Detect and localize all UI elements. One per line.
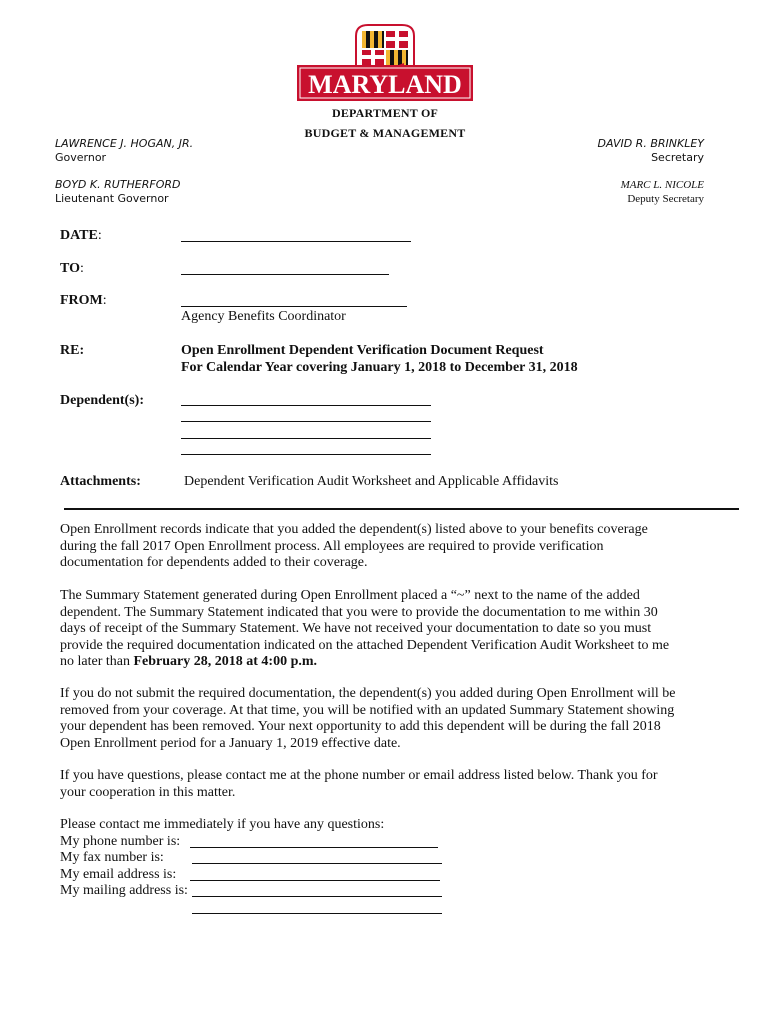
attachments-value: Dependent Verification Audit Worksheet and Applicable Affidavits [184,474,559,489]
date-field[interactable] [181,229,411,242]
divider [64,508,739,510]
contact-intro: Please contact me immediately if you have any questions: [60,817,385,832]
date-label: DATE: [60,228,102,243]
paragraph-4: If you have questions, please contact me at the phone number or email address listed below. Thank you for your cooperation in this matter. [60,768,658,800]
governor-block [55,137,193,165]
governor-name: LAWRENCE J. HOGAN, JR. [55,137,194,150]
mailing-field-1[interactable] [192,884,442,897]
lt-governor-title: Lieutenant Governor [55,192,169,205]
from-field[interactable] [181,294,407,307]
email-label: My email address is: [60,867,177,882]
paragraph-2-text: The Summary Statement generated during Open Enrollment placed a “~” next to the name of the added dependent. The Summary Statement indicated that you were to provide the documentation to me within 30 days of receipt of the Summary Statement. We have not received your documentation to date so you must provide the required documentation indicated on the attached Dependent Verification Audit Worksheet to me no later than [60,588,670,670]
department-line2: BUDGET & MANAGEMENT [304,126,466,140]
lt-governor-name: BOYD K. RUTHERFORD [55,178,181,191]
dependent-field-3[interactable] [181,426,431,439]
secretary-title: Secretary [651,151,704,164]
maryland-seal-icon [296,22,474,102]
phone-label: My phone number is: [60,834,181,849]
deputy-block [621,178,704,206]
to-label: TO: [60,261,84,276]
email-field[interactable] [190,868,440,881]
paragraph-3: If you do not submit the required documentation, the dependent(s) you added during Open Enrollment will be removed from your coverage. At that time, you will be notified with an updated Summary Statement showing your dependent has been removed. Your next opportunity to add this dependent will be during the fall 2018 Open Enrollment period for a January 1, 2019 effective date. [60,686,676,751]
phone-field[interactable] [190,835,438,848]
dependent-field-4[interactable] [181,442,431,455]
dependent-field-1[interactable] [181,393,431,406]
maryland-logo [296,22,474,102]
re-label: RE: [60,343,85,358]
logo-banner-text: MARYLAND [308,70,462,99]
paragraph-2 [60,588,680,671]
department-heading [240,103,530,143]
secretary-name: DAVID R. BRINKLEY [597,137,704,150]
re-subject [181,342,578,376]
lt-governor-block [55,178,180,206]
re-line1: Open Enrollment Dependent Verification Document Request [181,343,544,358]
fax-label: My fax number is: [60,850,164,865]
dependents-label: Dependent(s): [60,393,144,408]
deadline-text: February 28, 2018 at 4:00 p.m. [133,654,318,670]
department-line1: DEPARTMENT OF [331,106,439,120]
from-subtitle: Agency Benefits Coordinator [181,309,346,324]
fax-field[interactable] [192,851,442,864]
deputy-name: MARC L. NICOLE [620,179,704,191]
from-label: FROM: [60,293,107,308]
deputy-title: Deputy Secretary [627,193,704,205]
governor-title: Governor [55,151,107,164]
secretary-block [598,137,705,165]
mailing-field-2[interactable] [192,901,442,914]
paragraph-1: Open Enrollment records indicate that you added the dependent(s) listed above to your benefits coverage during the fall 2017 Open Enrollment process. All employees are required to provide verification documentation for dependents added to their coverage. [60,522,648,571]
mailing-label: My mailing address is: [60,883,188,898]
attachments-label: Attachments: [60,474,141,489]
dependent-field-2[interactable] [181,409,431,422]
re-line2: For Calendar Year covering January 1, 2018 to December 31, 2018 [181,360,578,375]
to-field[interactable] [181,262,389,275]
